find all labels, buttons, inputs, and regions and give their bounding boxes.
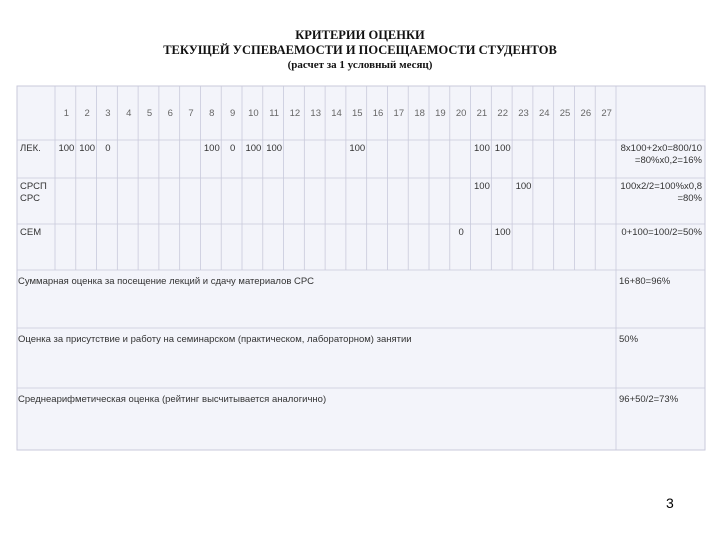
table-cell: 100: [474, 181, 490, 192]
column-header: 24: [538, 108, 550, 119]
table-cell: 100: [494, 227, 511, 238]
column-header: 23: [518, 108, 529, 119]
column-header: 27: [601, 108, 612, 119]
column-header: 11: [269, 108, 280, 119]
table-cell: 100: [79, 143, 96, 154]
column-header: 13: [310, 108, 321, 119]
page-number: 3: [666, 495, 674, 511]
table-cell: 100: [245, 143, 262, 154]
table-cell: 100: [203, 143, 220, 154]
row-label: СРСП СРС: [20, 181, 47, 204]
column-header: 10: [248, 108, 259, 119]
title-line-2: ТЕКУЩЕЙ УСПЕВАЕМОСТИ И ПОСЕЩАЕМОСТИ СТУДЕНТОВ: [163, 43, 557, 57]
column-header: 18: [414, 108, 425, 119]
column-header: 15: [351, 108, 363, 119]
column-header: 7: [188, 108, 194, 119]
column-header: 26: [580, 108, 592, 119]
column-header: 17: [393, 108, 405, 119]
title-line-3: (расчет за 1 условный месяц): [287, 59, 433, 71]
row-label: ЛЕК.: [20, 143, 41, 154]
column-header: 12: [289, 108, 301, 119]
row-calculation: 100x2/2=100%x0,8 =80%: [620, 181, 702, 204]
column-header: 3: [105, 108, 111, 119]
table-cell: 100: [349, 143, 366, 154]
summary-label: Суммарная оценка за посещение лекций и сдачу материалов СРС: [18, 276, 314, 287]
row-calculation: 0+100=100/2=50%: [621, 227, 702, 238]
column-header: 2: [84, 108, 90, 119]
column-header: 6: [167, 108, 173, 119]
column-header: 19: [435, 108, 446, 119]
column-header: 1: [63, 108, 70, 119]
column-header: 21: [476, 108, 488, 119]
summary-value: 96+50/2=73%: [619, 394, 679, 405]
column-header: 8: [209, 108, 215, 119]
column-header: 5: [146, 108, 153, 119]
column-header: 16: [372, 108, 384, 119]
row-label: СЕМ: [20, 227, 42, 238]
summary-value: 16+80=96%: [619, 276, 671, 287]
column-header: 4: [126, 108, 132, 119]
column-header: 20: [455, 108, 467, 119]
summary-label: Оценка за присутствие и работу на семинарском (практическом, лабораторном) занятии: [18, 334, 412, 345]
table-cell: 0: [229, 143, 236, 154]
table-cell: 100: [474, 143, 490, 154]
row-calculation: 8x100+2x0=800/10 =80%x0,2=16%: [620, 143, 702, 166]
column-header: 25: [559, 108, 571, 119]
table-cell: 100: [515, 181, 532, 192]
table-cell: 0: [105, 143, 111, 154]
column-header: 22: [497, 108, 508, 119]
title-line-1: КРИТЕРИИ ОЦЕНКИ: [295, 28, 425, 42]
summary-value: 50%: [619, 334, 639, 345]
column-header: 9: [229, 108, 236, 119]
table-cell: 100: [266, 143, 283, 154]
column-header: 14: [331, 108, 342, 119]
table-cell: 0: [458, 227, 464, 238]
table-cell: 100: [494, 143, 511, 154]
summary-label: Среднеарифметическая оценка (рейтинг высчитывается аналогично): [18, 394, 327, 405]
table-cell: 100: [58, 143, 75, 154]
